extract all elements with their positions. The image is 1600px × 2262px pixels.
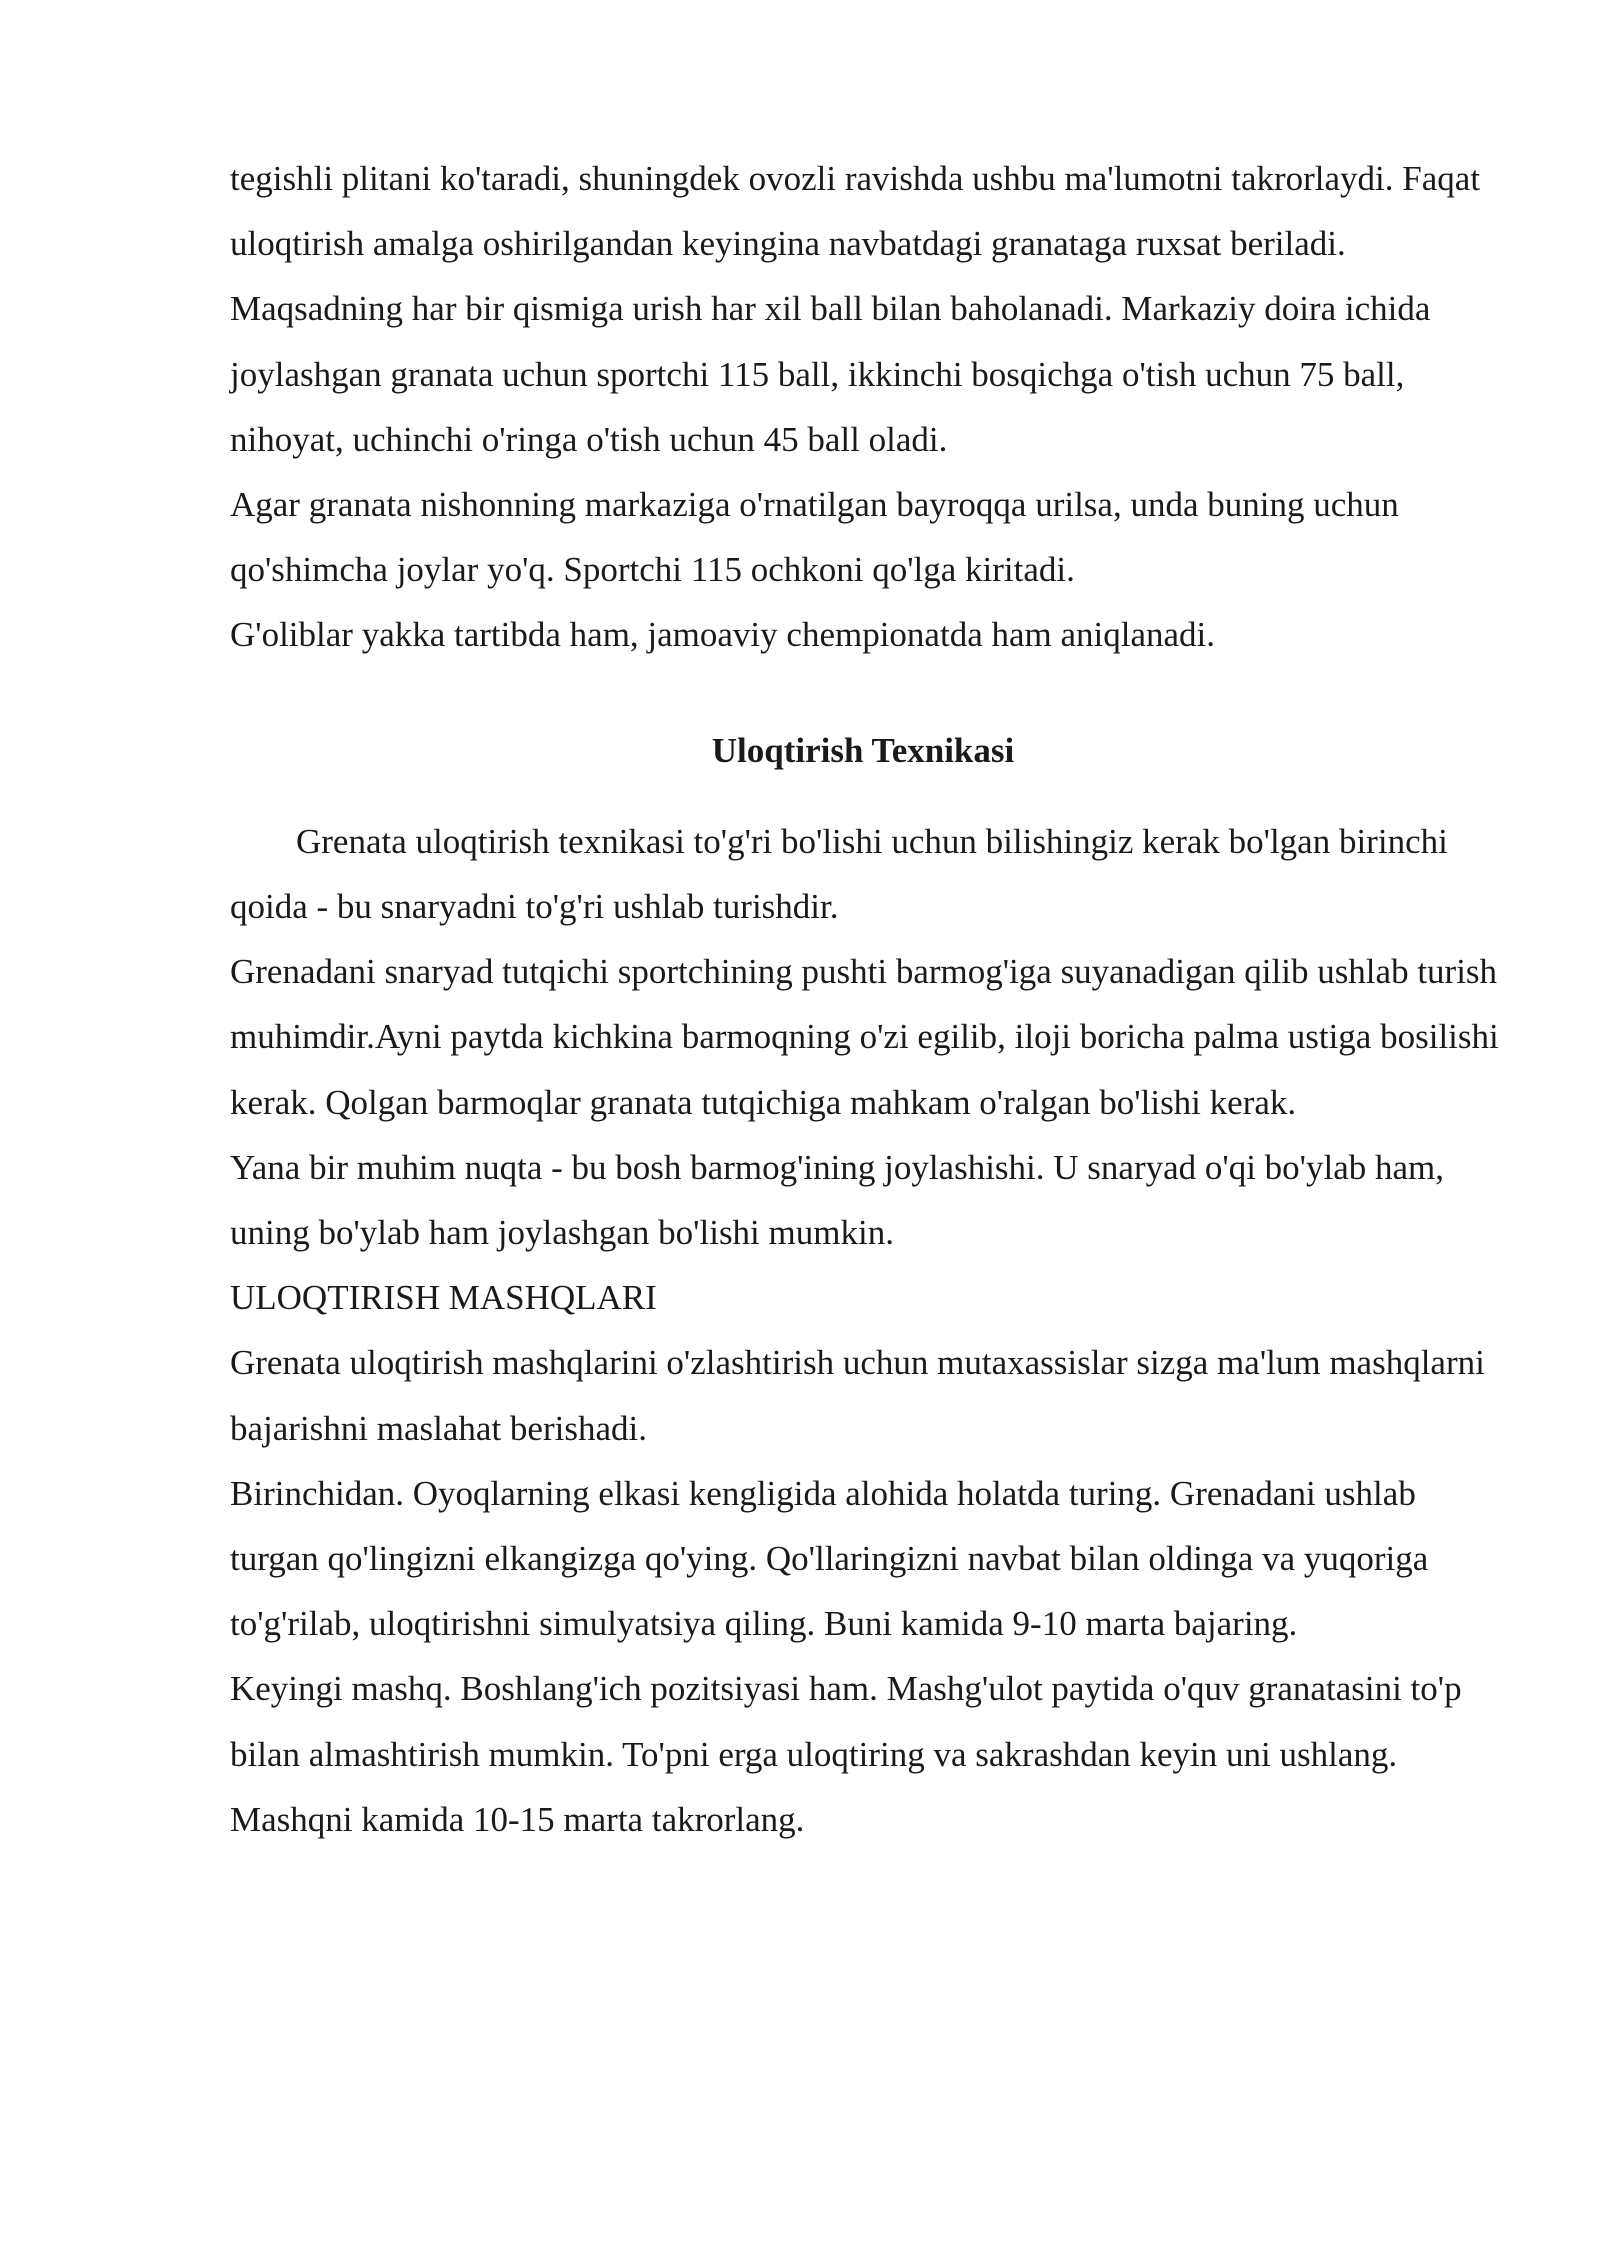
subheading-exercises: ULOQTIRISH MASHQLARI	[230, 1278, 657, 1318]
paragraph-grip: Grenadani snaryad tutqichi sportchining pushti barmog'iga suyanadigan qilib ushlab turish muhimdir.Ayni paytda kichkina barmoqning o'zi egilib, iloji boricha palma ustiga bosilishi kerak. Qolgan barmoqlar granata tutqichiga mahkam o'ralgan bo'lishi kerak.	[230, 952, 1499, 1122]
paragraph-first-rule: Grenata uloqtirish texnikasi to'g'ri bo'lishi uchun bilishingiz kerak bo'lgan birinchi qoida - bu snaryadni to'g'ri ushlab turishdir.	[230, 821, 1448, 927]
paragraph-flag-hit: Agar granata nishonning markaziga o'rnatilgan bayroqqa urilsa, unda buning uchun qo'shimcha joylar yo'q. Sportchi 115 ochkoni qo'lga kiritadi.	[230, 485, 1399, 590]
paragraph-plate-announcement: tegishli plitani ko'taradi, shuningdek ovozli ravishda ushbu ma'lumotni takrorlaydi. Faqat uloqtirish amalga oshirilgandan keyingina navbatdagi granataga ruxsat beriladi.	[230, 159, 1481, 264]
paragraph-winners: G'oliblar yakka tartibda ham, jamoaviy chempionatda ham aniqlanadi.	[230, 615, 1216, 655]
paragraph-target-scoring: Maqsadning har bir qismiga urish har xil ball bilan baholanadi. Markaziy doira ichida joylashgan granata uchun sportchi 115 ball, ikkinchi bosqichga o'tish uchun 75 ball, nihoyat, uchinchi o'ringa o'tish uchun 45 ball oladi.	[230, 289, 1431, 459]
paragraph-thumb-position: Yana bir muhim nuqta - bu bosh barmog'ining joylashishi. U snaryad o'qi bo'ylab ham, uning bo'ylab ham joylashgan bo'lishi mumkin.	[230, 1147, 1444, 1253]
paragraph-exercises-intro: Grenata uloqtirish mashqlarini o'zlashtirish uchun mutaxassislar sizga ma'lum mashqlarni bajarishni maslahat berishadi.	[230, 1343, 1485, 1448]
paragraph-exercise-next: Keyingi mashq. Boshlang'ich pozitsiyasi ham. Mashg'ulot paytida o'quv granatasini to'p bilan almashtirish mumkin. To'pni erga uloqtiring va sakrashdan keyin uni ushlang. Mashqni kamida 10-15 marta takrorlang.	[230, 1669, 1462, 1839]
paragraph-exercise-first: Birinchidan. Oyoqlarning elkasi kengligida alohida holatda turing. Grenadani ushlab turgan qo'lingizni elkangizga qo'ying. Qo'llaringizni navbat bilan oldinga va yuqoriga to'g'rilab, uloqtirishni simulyatsiya qiling. Buni kamida 9-10 marta bajaring.	[230, 1473, 1429, 1644]
spacer	[230, 783, 1510, 809]
spacer	[230, 668, 1510, 718]
document-body	[230, 146, 1510, 1852]
section-heading: Uloqtirish Texnikasi	[711, 730, 1015, 770]
